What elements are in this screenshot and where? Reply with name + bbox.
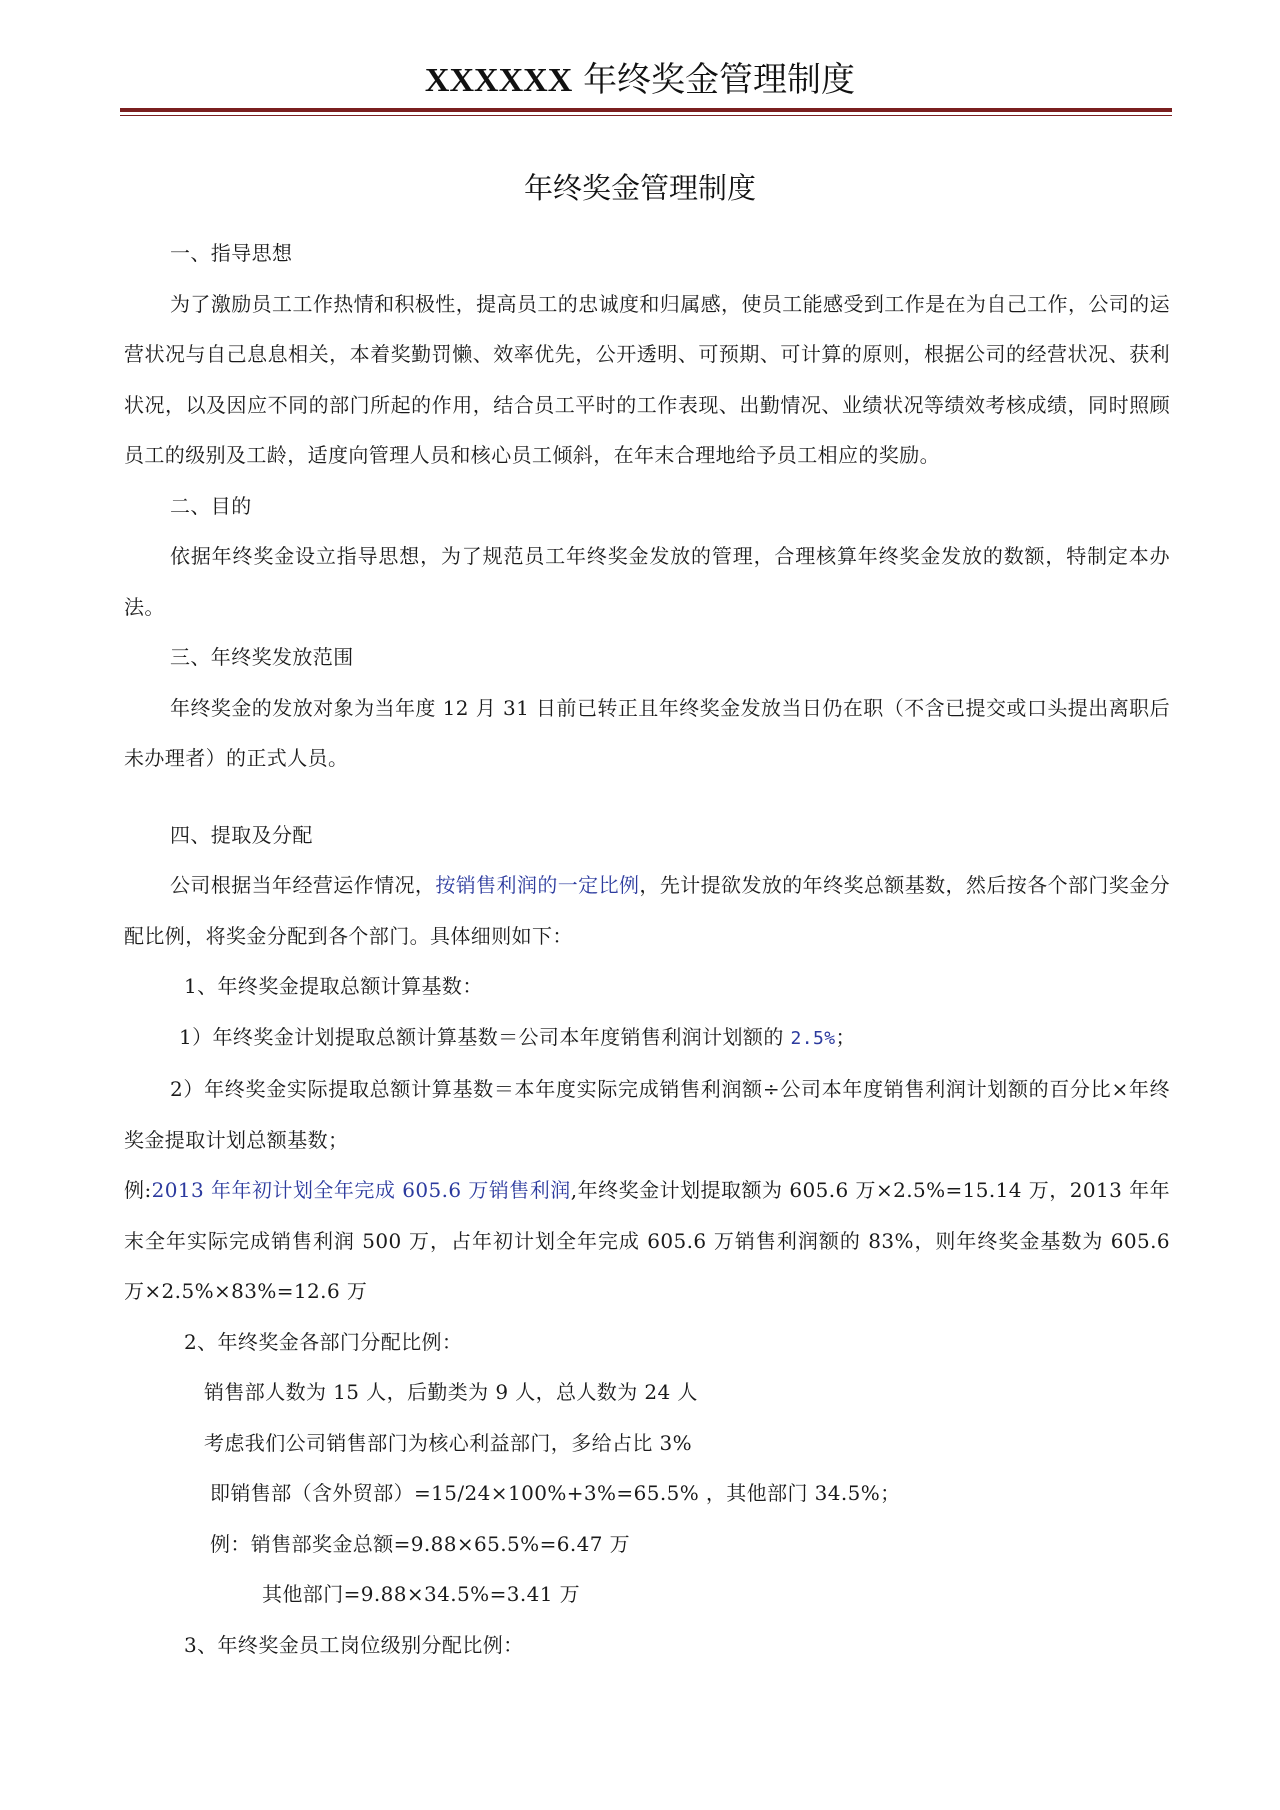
section-heading-allocation: 四、提取及分配 (170, 822, 313, 847)
item-2-line-3: 即销售部（含外贸部）=15/24×100%+3%=65.5% ，其他部门 34.5%； (210, 1481, 901, 1505)
section-paragraph-guiding-principle: 为了激励员工工作热情和积极性，提高员工的忠诚度和归属感，使员工能感受到工作是在为自己工作，公司的运营状况与自己息息相关，本着奖勤罚懒、效率优先，公开透明、可预期、可计算的原则，根据公司的经营状况、获利状况，以及因应不同的部门所起的作用，结合员工平时的工作表现、出勤情况、业绩状况等绩效考核成绩，同时照顾员工的级别及工龄，适度向管理人员和核心员工倾斜，在年末合理地给予员工相应的奖励。 (124, 291, 1170, 467)
item-2-line-4: 例：销售部奖金总额=9.88×65.5%=6.47 万 (210, 1531, 631, 1556)
section-spacer (124, 784, 1170, 810)
allocation-highlight: 按销售利润的一定比例 (435, 873, 640, 897)
item-1-1 (124, 1012, 1170, 1065)
header-divider-thin (120, 115, 1172, 116)
item-1-title: 1、年终奖金提取总额计算基数： (184, 974, 483, 998)
document-body (124, 228, 1170, 1670)
item-3-title: 3、年终奖金员工岗位级别分配比例： (184, 1632, 524, 1657)
example-rest: ,年终奖金计划提取额为 605.6 万×2.5%=15.14 万，2013 年年末全年实际完成销售利润 500 万，占年初计划全年完成 605.6 万销售利润额的 83%，则年终奖金基数为 605.6 万×2.5%×83%=12.6 万 (124, 1178, 1170, 1303)
item-1-1-text: 1）年终奖金计划提取总额计算基数＝公司本年度销售利润计划额的 (179, 1024, 791, 1049)
section-heading-scope: 三、年终奖发放范围 (170, 645, 354, 669)
document-title: 年终奖金管理制度 (523, 171, 756, 205)
header-divider-thick (120, 108, 1172, 112)
section-heading-purpose: 二、目的 (170, 493, 252, 518)
item-2-line-2: 考虑我们公司销售部门为核心利益部门，多给占比 3% (204, 1430, 693, 1455)
page-header-title (0, 58, 1280, 103)
item-1-2: 2）年终奖金实际提取总额计算基数＝本年度实际完成销售利润额÷公司本年度销售利润计划额的百分比×年终奖金提取计划总额基数； (124, 1077, 1170, 1152)
item-1-1-end: ； (835, 1024, 856, 1049)
section-paragraph-allocation (124, 860, 1170, 961)
example-label: 例: (124, 1178, 152, 1202)
item-1-1-rate: 2.5% (790, 1027, 836, 1049)
item-2-title: 2、年终奖金各部门分配比例： (184, 1329, 463, 1354)
example-highlight: 2013 年年初计划全年完成 605.6 万销售利润 (151, 1178, 571, 1202)
header-brand: XXXXXX (424, 62, 573, 99)
section-paragraph-scope: 年终奖金的发放对象为当年度 12 月 31 日前已转正且年终奖金发放当日仍在职（不含已提交或口头提出离职后未办理者）的正式人员。 (124, 695, 1170, 770)
allocation-text-part1: 公司根据当年经营运作情况， (170, 873, 436, 897)
section-paragraph-purpose: 依据年终奖金设立指导思想，为了规范员工年终奖金发放的管理，合理核算年终奖金发放的数额，特制定本办法。 (124, 544, 1170, 619)
allocation-text-part2: ，先计提欲发放的年终奖总额基数，然后按各个部门奖金分配比例，将奖金分配到各个部门。具体细则如下： (124, 873, 1171, 948)
item-2-line-1: 销售部人数为 15 人，后勤类为 9 人，总人数为 24 人 (204, 1380, 698, 1404)
header-title-text: 年终奖金管理制度 (583, 60, 856, 100)
item-2-line-5: 其他部门=9.88×34.5%=3.41 万 (262, 1582, 581, 1606)
section-heading-guiding-principle: 一、指导思想 (170, 241, 293, 265)
example-paragraph (124, 1165, 1170, 1317)
